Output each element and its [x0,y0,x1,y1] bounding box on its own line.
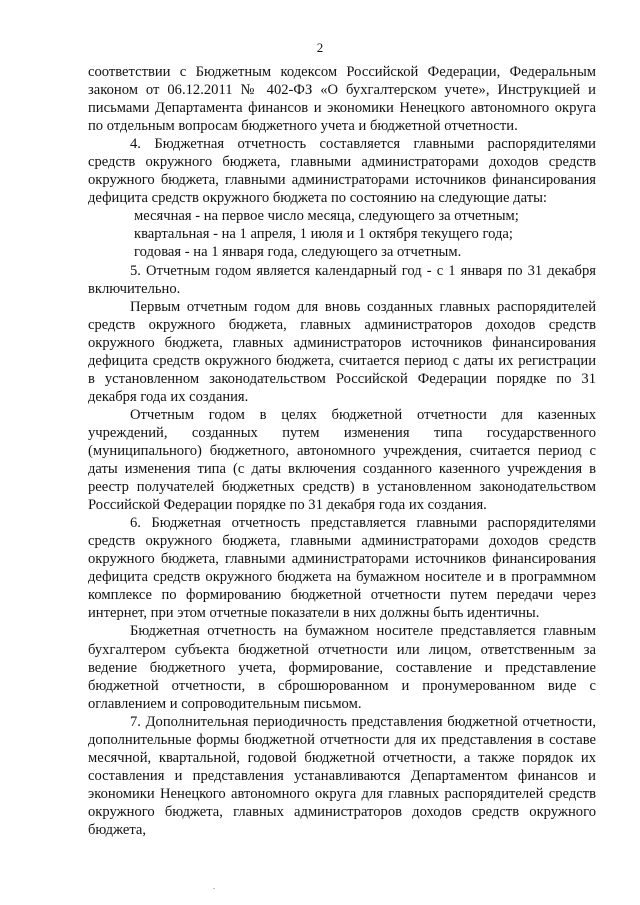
paragraph-item-6: 6. Бюджетная отчетность представляется главными распорядителями средств окружного бюджета, главными администраторами доходов средств окружного бюджета, главными администраторами источников финансирования дефицита средств окружного бюджета на бумажном носителе и в программном комплексе по формированию бюджетной отчетности путем передачи через интернет, при этом отчетные показатели в них должны быть идентичны. [88,515,596,622]
paragraph-item-5: 5. Отчетным годом является календарный год - с 1 января по 31 декабря включительно. [88,262,596,297]
scan-speck [213,888,215,889]
paragraph-item-7: 7. Дополнительная периодичность представления бюджетной отчетности, дополнительные формы бюджетной отчетности для их представления в составе месячной, квартальной, годовой бюджетной отчетности, а также порядок их составления и представления устанавливаются Департаментом финансов и экономики Ненецкого автономного округа для главных распорядителей средств окружного бюджета, главных администраторов доходов средств окружного бюджета, [88,713,596,838]
page-number: 2 [316,40,324,55]
list-item-quarterly: квартальная - на 1 апреля, 1 июля и 1 октября текущего года; [134,226,513,243]
list-item-annual: годовая - на 1 января года, следующего за отчетным. [134,244,462,261]
paragraph-state-institutions: Отчетным годом в целях бюджетной отчетности для казенных учреждений, созданных путем изменения типа государственного (муниципального) бюджетного, автономного учреждения, считается период с даты изменения типа (с даты включения созданного казенного учреждения в реестр получателей бюджетных средств) в установленном законодательством Российской Федерации порядке по 31 декабря года их создания. [88,406,596,514]
list-item-monthly: месячная - на первое число месяца, следующего за отчетным; [134,208,519,225]
paragraph-paper-submission: Бюджетная отчетность на бумажном носителе представляется главным бухгалтером субъекта бюджетной отчетности или лицом, ответственным за ведение бюджетного учета, формирование, составление и представление бюджетной отчетности, в сброшюрованном и пронумерованном виде с оглавлением и сопроводительным письмом. [88,623,596,712]
document-body [88,63,596,839]
paragraph-item-4: 4. Бюджетная отчетность составляется главными распорядителями средств окружного бюджета, главными администраторами доходов средств окружного бюджета, главными администраторами источников финансирования дефицита средств окружного бюджета по состоянию на следующие даты: [88,136,596,207]
paragraph-intro-continuation: соответствии с Бюджетным кодексом Российской Федерации, Федеральным законом от 06.12.2011 № 402-ФЗ «О бухгалтерском учете», Инструкцией и письмами Департамента финансов и экономики Ненецкого автономного округа по отдельным вопросам бюджетного учета и бюджетной отчетности. [88,64,596,135]
paragraph-first-reporting-year: Первым отчетным годом для вновь созданных главных распорядителей средств окружного бюджета, главных администраторов доходов средств окружного бюджета, главных администраторов источников финансирования дефицита средств окружного бюджета, считается период с даты их регистрации в установленном законодательством Российской Федерации порядке по 31 декабря года их создания. [88,298,596,405]
